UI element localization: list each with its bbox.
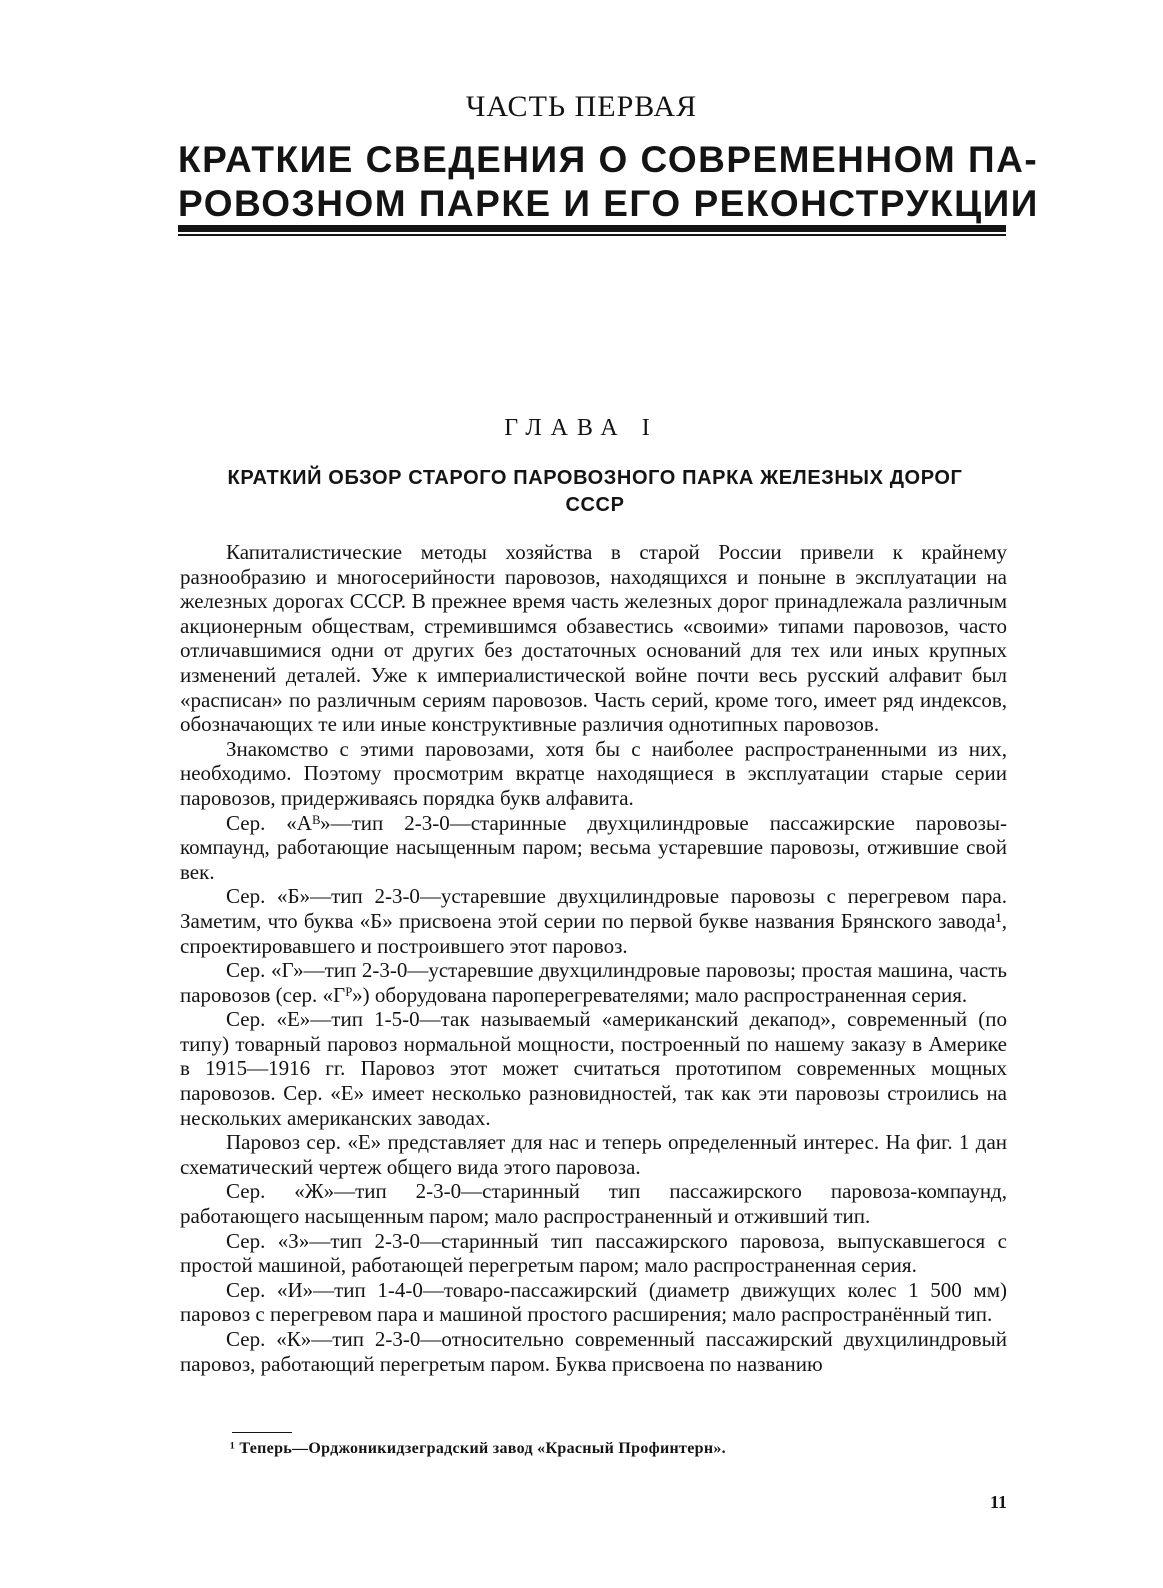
paragraph: Сер. «Б»—тип 2-3-0—устаревшие двухцилиндровые паровозы с перегревом пара. Заметим, что буква «Б» присвоена этой серии по первой букве названия Брянского завода¹, спроектировавшего и построившего этот паровоз. xyxy=(180,884,1007,958)
page-number: 11 xyxy=(989,1492,1007,1512)
title-underline-thin xyxy=(178,234,1006,236)
body-text xyxy=(180,540,1007,1376)
title-underline-thick xyxy=(178,225,1006,232)
paragraph: Сер. «Г»—тип 2-3-0—устаревшие двухцилиндровые паровозы; простая машина, часть паровозов (сер. «Гᴾ») оборудована пароперегревателями; мало распространенная серия. xyxy=(180,958,1007,1007)
paragraph: Сер. «Е»—тип 1-5-0—так называемый «американский декапод», современный (по типу) товарный паровоз нормальной мощности, построенный по нашему заказу в Америке в 1915—1916 гг. Паровоз этот может считаться прототипом современных мощных паровозов. Сер. «Е» имеет несколько разновидностей, так как эти паровозы строились на нескольких американских заводах. xyxy=(180,1007,1007,1130)
paragraph: Капиталистические методы хозяйства в старой России привели к крайнему разнообразию и многосерийности паровозов, находящихся и поныне в эксплуатации на железных дорогах СССР. В прежнее время часть железных дорог принадлежала различным акционерным обществам, стремившимся обзавестись «своими» типами паровозов, часто отличавшимися одни от других без достаточных оснований для тех или иных крупных изменений деталей. Уже к империалистической войне почти весь русский алфавит был «расписан» по различным сериям паровозов. Часть серий, кроме того, имеет ряд индексов, обозначающих те или иные конструктивные различия однотипных паровозов. xyxy=(180,540,1007,737)
paragraph: Знакомство с этими паровозами, хотя бы с наиболее распространенными из них, необходимо. Поэтому просмотрим вкратце находящиеся в эксплуатации старые серии паровозов, придерживаясь порядка букв алфавита. xyxy=(180,736,1007,810)
footnote: ¹ Теперь—Орджоникидзеградский завод «Красный Профинтерн». xyxy=(230,1440,726,1457)
paragraph: Сер. «И»—тип 1-4-0—товаро-пассажирский (диаметр движущих колес 1 500 мм) паровоз с перегревом пара и машиной простого расширения; мало распространённый тип. xyxy=(180,1277,1007,1327)
part-title-line-2: РОВОЗНОМ ПАРКЕ И ЕГО РЕКОНСТРУКЦИИ xyxy=(178,183,1039,224)
paragraph: Сер. «Aᴮ»—тип 2-3-0—старинные двухцилиндровые пассажирские паровозы-компаунд, работающие насыщенным паром; весьма устаревшие паровозы, отжившие свой век. xyxy=(180,810,1007,884)
paragraph: Сер. «З»—тип 2-3-0—старинный тип пассажирского паровоза, выпускавшегося с простой машиной, работающей перегретым паром; мало распространенная серия. xyxy=(180,1228,1007,1278)
paragraph: Сер. «К»—тип 2-3-0—относительно современный пассажирский двухцилиндровый паровоз, работающий перегретым паром. Буква присвоена по названию xyxy=(180,1327,1007,1376)
part-label: ЧАСТЬ ПЕРВАЯ xyxy=(465,90,698,123)
part-title-line-1: КРАТКИЕ СВЕДЕНИЯ О СОВРЕМЕННОМ ПА- xyxy=(178,139,1039,180)
chapter-label: ГЛАВА I xyxy=(504,415,659,441)
paragraph: Сер. «Ж»—тип 2-3-0—старинный тип пассажирского паровоза-компаунд, работающего насыщенным паром; мало распространенный и отживший тип. xyxy=(180,1179,1007,1229)
part-title xyxy=(178,138,1039,226)
footnote-divider xyxy=(232,1432,292,1433)
chapter-title: КРАТКИЙ ОБЗОР СТАРОГО ПАРОВОЗНОГО ПАРКА ЖЕЛЕЗНЫХ ДОРОГ СССР xyxy=(227,467,963,516)
paragraph: Паровоз сер. «Е» представляет для нас и теперь определенный интерес. На фиг. 1 дан схематический чертеж общего вида этого паровоза. xyxy=(180,1130,1007,1179)
